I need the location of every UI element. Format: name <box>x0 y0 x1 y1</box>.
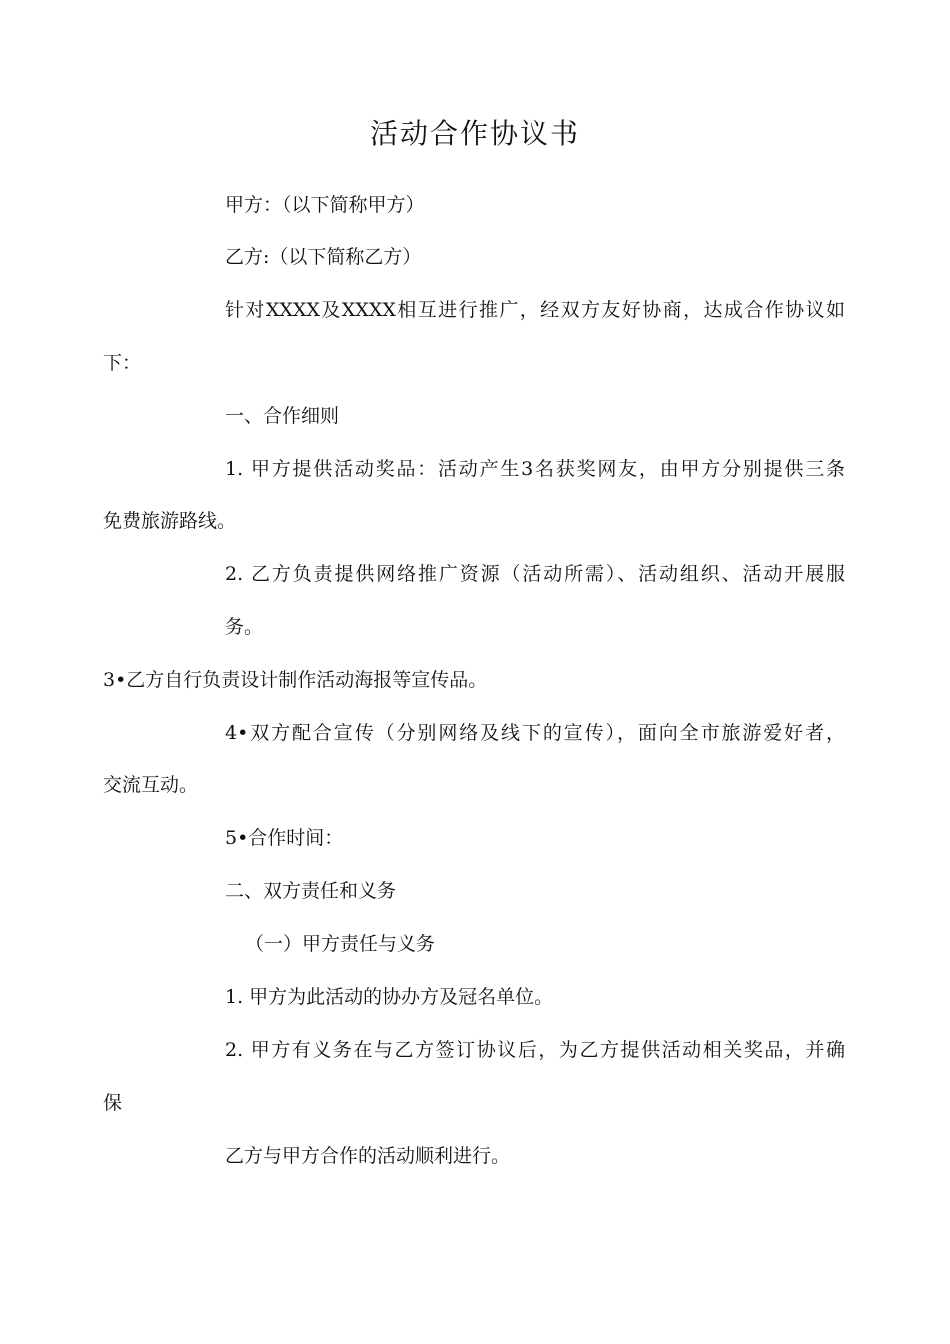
preamble-line-2: 下： <box>103 352 142 374</box>
subsection-heading-party-a: （一）甲方责任与义务 <box>245 933 436 955</box>
document-title: 活动合作协议书 <box>369 117 580 150</box>
clause-1-line-2: 免费旅游路线。 <box>103 510 237 532</box>
duty-1-line: 1. 甲方为此活动的协办方及冠名单位。 <box>225 986 554 1008</box>
clause-1-line-1: 1. 甲方提供活动奖品：活动产生3名获奖网友，由甲方分别提供三条 <box>225 458 845 480</box>
party-a-line: 甲方：（以下简称甲方） <box>225 194 425 216</box>
clause-4-line-1: 4•双方配合宣传（分别网络及线下的宣传），面向全市旅游爱好者， <box>225 722 845 744</box>
party-b-line: 乙方:（以下简称乙方） <box>225 246 422 268</box>
clause-2-line-1: 2. 乙方负责提供网络推广资源（活动所需）、活动组织、活动开展服 <box>225 563 845 585</box>
preamble-line-1: 针对XXXX及XXXX相互进行推广，经双方友好协商，达成合作协议如 <box>225 299 845 321</box>
duty-2-line-2: 保 <box>103 1092 123 1114</box>
section-heading-cooperation: 一、合作细则 <box>225 405 340 427</box>
duty-2-line-1: 2. 甲方有义务在与乙方签订协议后，为乙方提供活动相关奖品，并确 <box>225 1039 845 1061</box>
clause-4-line-2: 交流互动。 <box>103 774 199 796</box>
duty-2-line-3: 乙方与甲方合作的活动顺利进行。 <box>225 1145 511 1167</box>
clause-2-line-2: 务。 <box>225 616 264 638</box>
clause-5-line: 5•合作时间： <box>225 827 344 849</box>
clause-3-line: 3•乙方自行负责设计制作活动海报等宣传品。 <box>103 669 488 691</box>
section-heading-responsibilities: 二、双方责任和义务 <box>225 880 397 902</box>
